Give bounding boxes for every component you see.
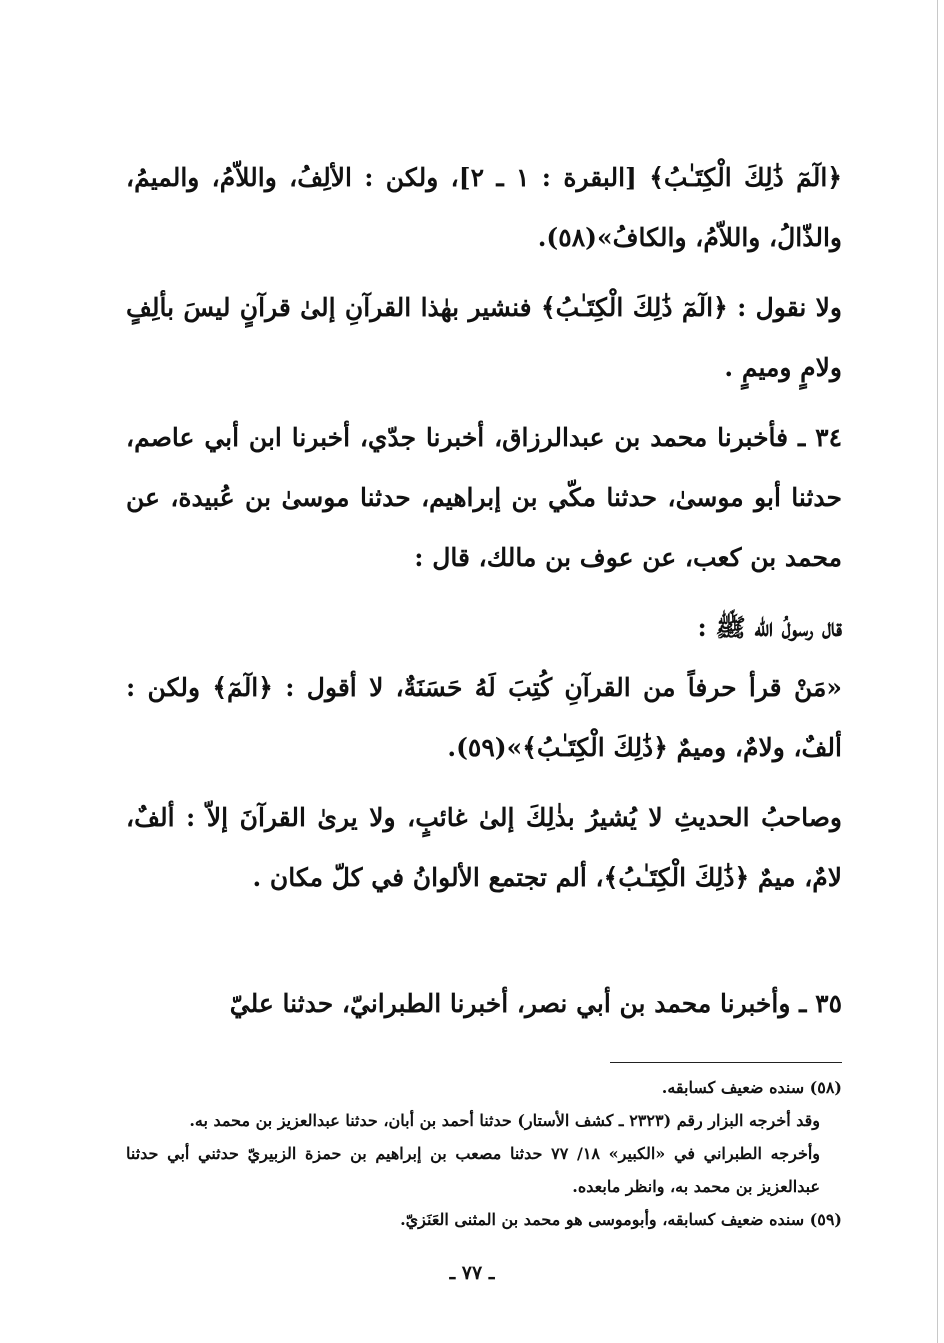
- paragraph-commentary: وصاحبُ الحديثِ لا يُشيرُ بذٰلِكَ إلىٰ غائبٍ، ولا يرىٰ القرآنَ إلاّ : ألفٌ، لامٌ، ميمٌ ﴿ذَٰلِكَ الْكِتَـٰبُ﴾، ألم تجتمع الألوانُ في كلّ مكان .: [126, 803, 842, 892]
- page-content: [126, 148, 842, 1236]
- footnote-58-tabarani: وأخرجه الطبراني في «الكبير» ١٨/ ٧٧ حدثنا مصعب بن إبراهيم بن حمزة الزبيريّ حدثني أبي حدثنا عبدالعزيز بن محمد به، وانظر مابعده.: [126, 1144, 821, 1196]
- footnote-58: (٥٨) سنده ضعيف كسابقه.: [661, 1078, 842, 1097]
- paragraph-hadith-35-chain: ٣٥ ـ وأخبرنا محمد بن أبي نصر، أخبرنا الطبرانيّ، حدثنا عليّ: [229, 989, 842, 1018]
- footnote-separator: [610, 1062, 842, 1063]
- footnotes: [126, 1071, 842, 1236]
- paragraph-prophet-said: قال رسولُ الله ﷺ :: [697, 613, 842, 642]
- paragraph-not-say: ولا نقول : ﴿الٓمٓ ذَٰلِكَ الْكِتَـٰبُ﴾ فنشير بهٰذا القرآنِ إلىٰ قرآنٍ ليسَ بألِفٍ ولامٍ وميمٍ .: [126, 293, 842, 382]
- footnote-59: (٥٩) سنده ضعيف كسابقه، وأبوموسى هو محمد بن المثنى العَنَزيّ.: [400, 1210, 842, 1229]
- footnote-58-bazzar: وقد أخرجه البزار رقم (٢٣٢٣ ـ كشف الأستار) حدثنا أحمد بن أبان، حدثنا عبدالعزيز بن محمد به.: [189, 1111, 820, 1130]
- paragraph-hadith-34-chain: ٣٤ ـ فأخبرنا محمد بن عبدالرزاق، أخبرنا جدّي، أخبرنا ابن أبي عاصم، حدثنا أبو موسىٰ، حدثنا مكّي بن إبراهيم، حدثنا موسىٰ بن عُبيدة، عن محمد بن كعب، عن عوف بن مالك، قال :: [126, 423, 842, 572]
- paragraph-quran-letters: ﴿الٓمٓ ذَٰلِكَ الْكِتَـٰبُ﴾ [البقرة : ١ ـ ٢]، ولكن : الألِفُ، واللاّمُ، والميمُ، والذّالُ، واللاّمُ، والكافُ»(٥٨).: [126, 163, 842, 252]
- paragraph-hadith-text: «مَنْ قرأ حرفاً من القرآنِ كُتِبَ لَهُ حَسَنَةٌ، لا أقول : ﴿الٓمٓ﴾ ولكن : ألفٌ، ولامٌ، وميمٌ ﴿ذَٰلِكَ الْكِتَـٰبُ﴾»(٥٩).: [126, 673, 842, 762]
- page-edge-line: [937, 0, 938, 1343]
- page-number: ـ ٧٧ ـ: [449, 1262, 495, 1284]
